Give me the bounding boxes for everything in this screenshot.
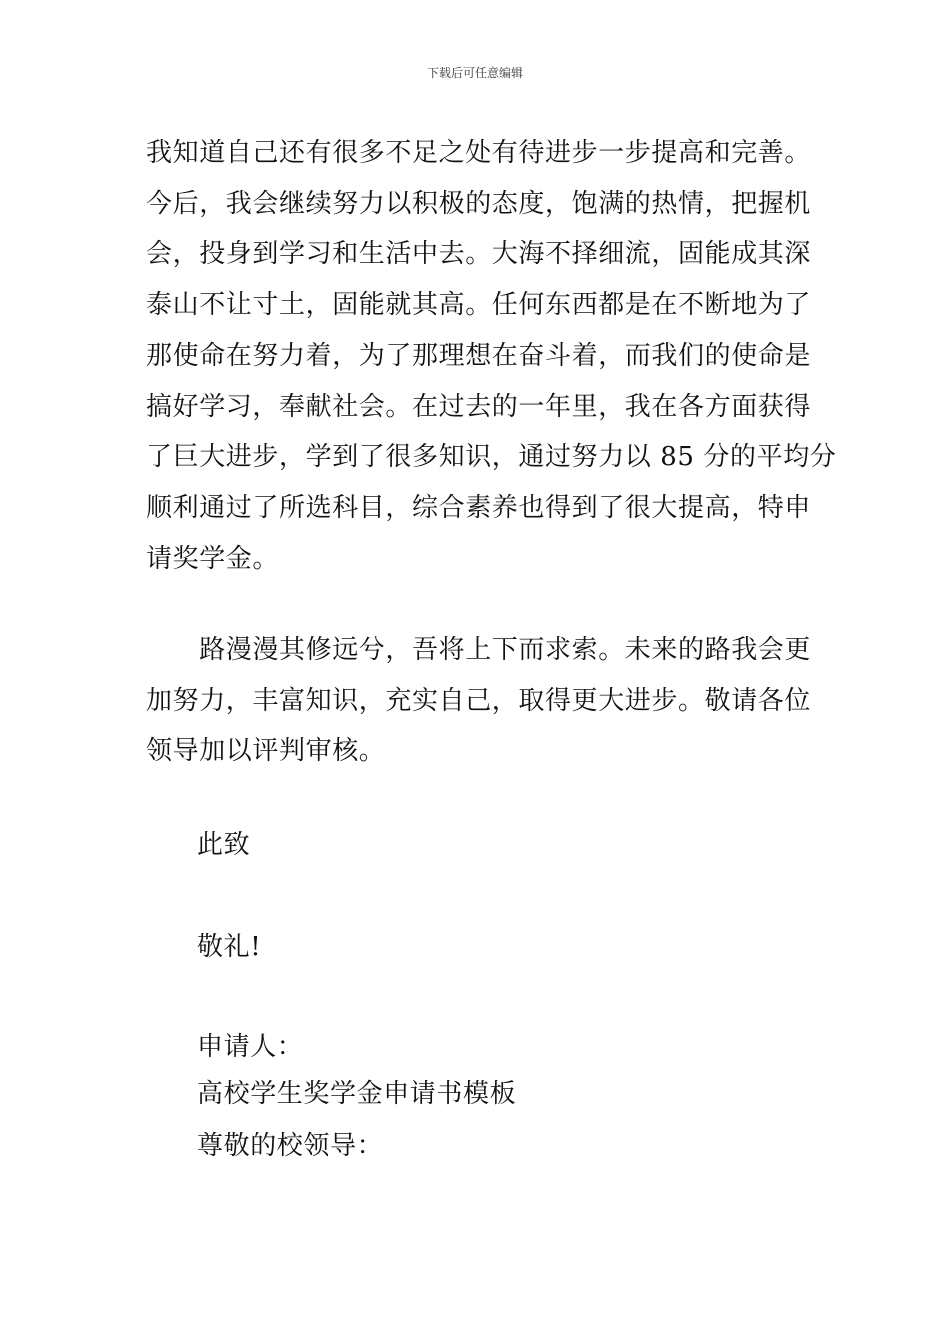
- paragraph-line: 搞好学习，奉献社会。在过去的一年里，我在各方面获得: [146, 391, 812, 422]
- paragraph-1: [146, 128, 837, 584]
- paragraph-line: 请奖学金。: [146, 543, 280, 574]
- paragraph-line: 泰山不让寸土，固能就其高。任何东西都是在不断地为了: [146, 290, 812, 321]
- closing-jingli: 敬礼!: [197, 932, 262, 962]
- paragraph-line: 路漫漫其修远兮，吾将上下而求索。未来的路我会更: [146, 635, 812, 665]
- paragraph-line: 了巨大进步，学到了很多知识，通过努力以 85 分的平均分: [146, 442, 837, 473]
- paragraph-line: 那使命在努力着，为了那理想在奋斗着，而我们的使命是: [146, 340, 812, 371]
- paragraph-2: [146, 625, 812, 777]
- paragraph-line: 我知道自己还有很多不足之处有待进步一步提高和完善。: [146, 138, 812, 168]
- paragraph-line: 领导加以评判审核。: [146, 736, 386, 767]
- paragraph-line: 今后，我会继续努力以积极的态度，饱满的热情，把握机: [146, 188, 812, 219]
- closing-cizhi: 此致: [197, 830, 251, 860]
- paragraph-line: 会，投身到学习和生活中去。大海不择细流，固能成其深: [146, 239, 812, 270]
- applicant-label: 申请人：: [197, 1032, 304, 1062]
- document-title: 高校学生奖学金申请书模板: [197, 1079, 517, 1109]
- paragraph-line: 加努力，丰富知识，充实自己，取得更大进步。敬请各位: [146, 685, 812, 716]
- salutation: 尊敬的校领导：: [197, 1131, 384, 1161]
- page-header: 下载后可任意编辑: [426, 66, 523, 80]
- paragraph-line: 顺利通过了所选科目，综合素养也得到了很大提高，特申: [146, 492, 812, 523]
